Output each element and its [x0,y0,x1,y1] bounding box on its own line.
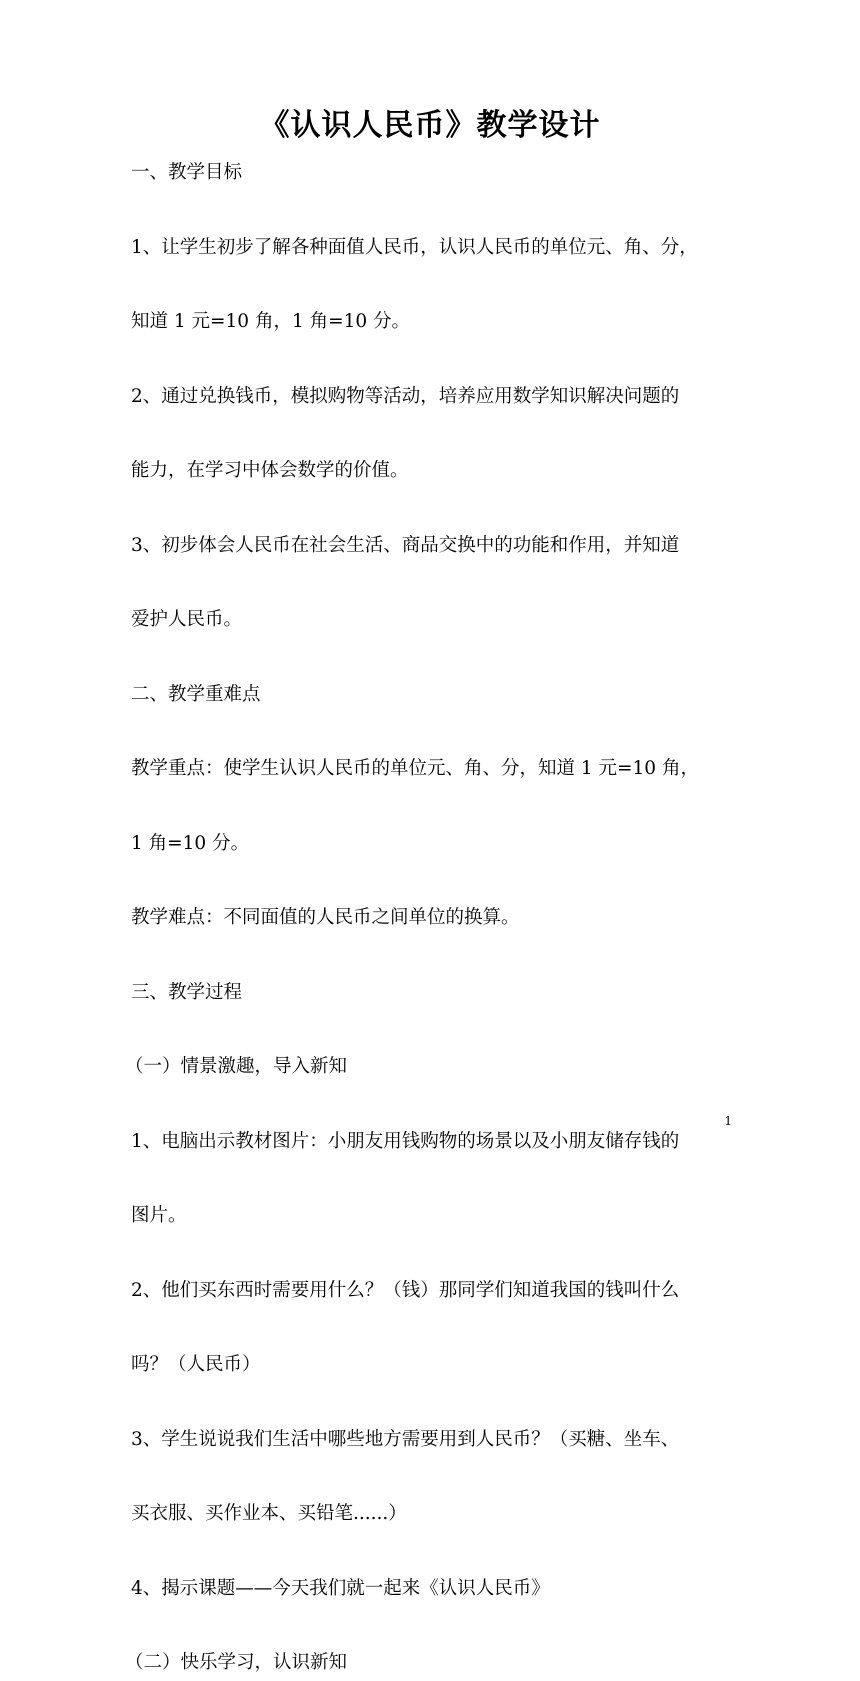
paragraph-gap [131,415,731,453]
paragraph-gap [131,1383,731,1421]
key-point-line-2: 1 角=10 分。 [131,832,250,854]
step-1-line-2: 图片。 [131,1205,187,1226]
document-title: 《认识人民币》教学设计 [259,108,601,143]
paragraph-gap [131,191,731,229]
paragraph-gap [131,340,731,378]
page-number: 1 [724,1114,732,1128]
difficulty-line: 教学难点：不同面值的人民币之间单位的换算。 [131,907,520,928]
section-heading-process: 三、教学过程 [131,981,243,1003]
paragraph-gap [131,862,731,900]
paragraph-gap [131,1458,731,1496]
step-4-line: 4、揭示课题——今天我们就一起来《认识人民币》 [131,1577,550,1599]
step-3-line-1: 3、学生说说我们生活中哪些地方需要用到人民币？（买糖、坐车、 [131,1428,680,1450]
objective-2-line-1: 2、通过兑换钱币，模拟购物等活动，培养应用数学知识解决问题的 [131,385,680,407]
paragraph-gap [131,1309,731,1347]
document-body [125,154,731,1681]
paragraph-gap [131,1160,731,1198]
part-1-heading: （一）情景激趣，导入新知 [125,1056,348,1077]
paragraph-gap [131,638,731,676]
objective-1-line-2: 知道 1 元=10 角，1 角=10 分。 [131,311,411,332]
key-point-line-1: 教学重点：使学生认识人民币的单位元、角、分，知道 1 元=10 角， [131,758,699,779]
part-2-heading: （二）快乐学习，认识新知 [125,1652,348,1673]
paragraph-gap [131,1607,731,1645]
objective-3-line-2: 爱护人民币。 [131,609,243,630]
paragraph-gap [131,564,731,602]
paragraph-gap [131,787,731,825]
paragraph-gap [131,1234,731,1272]
paragraph-gap [131,936,731,974]
step-3-line-2: 买衣服、买作业本、买铅笔......） [131,1503,407,1524]
step-1-line-1: 1、电脑出示教材图片：小朋友用钱购物的场景以及小朋友储存钱的 [131,1130,680,1152]
paragraph-gap [131,1532,731,1570]
section-heading-objectives: 一、教学目标 [131,162,243,183]
step-2-line-1: 2、他们买东西时需要用什么？（钱）那同学们知道我国的钱叫什么 [131,1279,680,1301]
paragraph-gap [131,1085,731,1123]
section-heading-key-points: 二、教学重难点 [131,683,261,705]
paragraph-gap [131,266,731,304]
objective-1-line-1: 1、让学生初步了解各种面值人民币，认识人民币的单位元、角、分， [131,236,698,258]
paragraph-gap [131,713,731,751]
objective-2-line-2: 能力，在学习中体会数学的价值。 [131,460,409,481]
objective-3-line-1: 3、初步体会人民币在社会生活、商品交换中的功能和作用，并知道 [131,534,680,556]
paragraph-gap [131,1011,731,1049]
paragraph-gap [131,489,731,527]
step-2-line-2: 吗？（人民币） [131,1354,261,1375]
